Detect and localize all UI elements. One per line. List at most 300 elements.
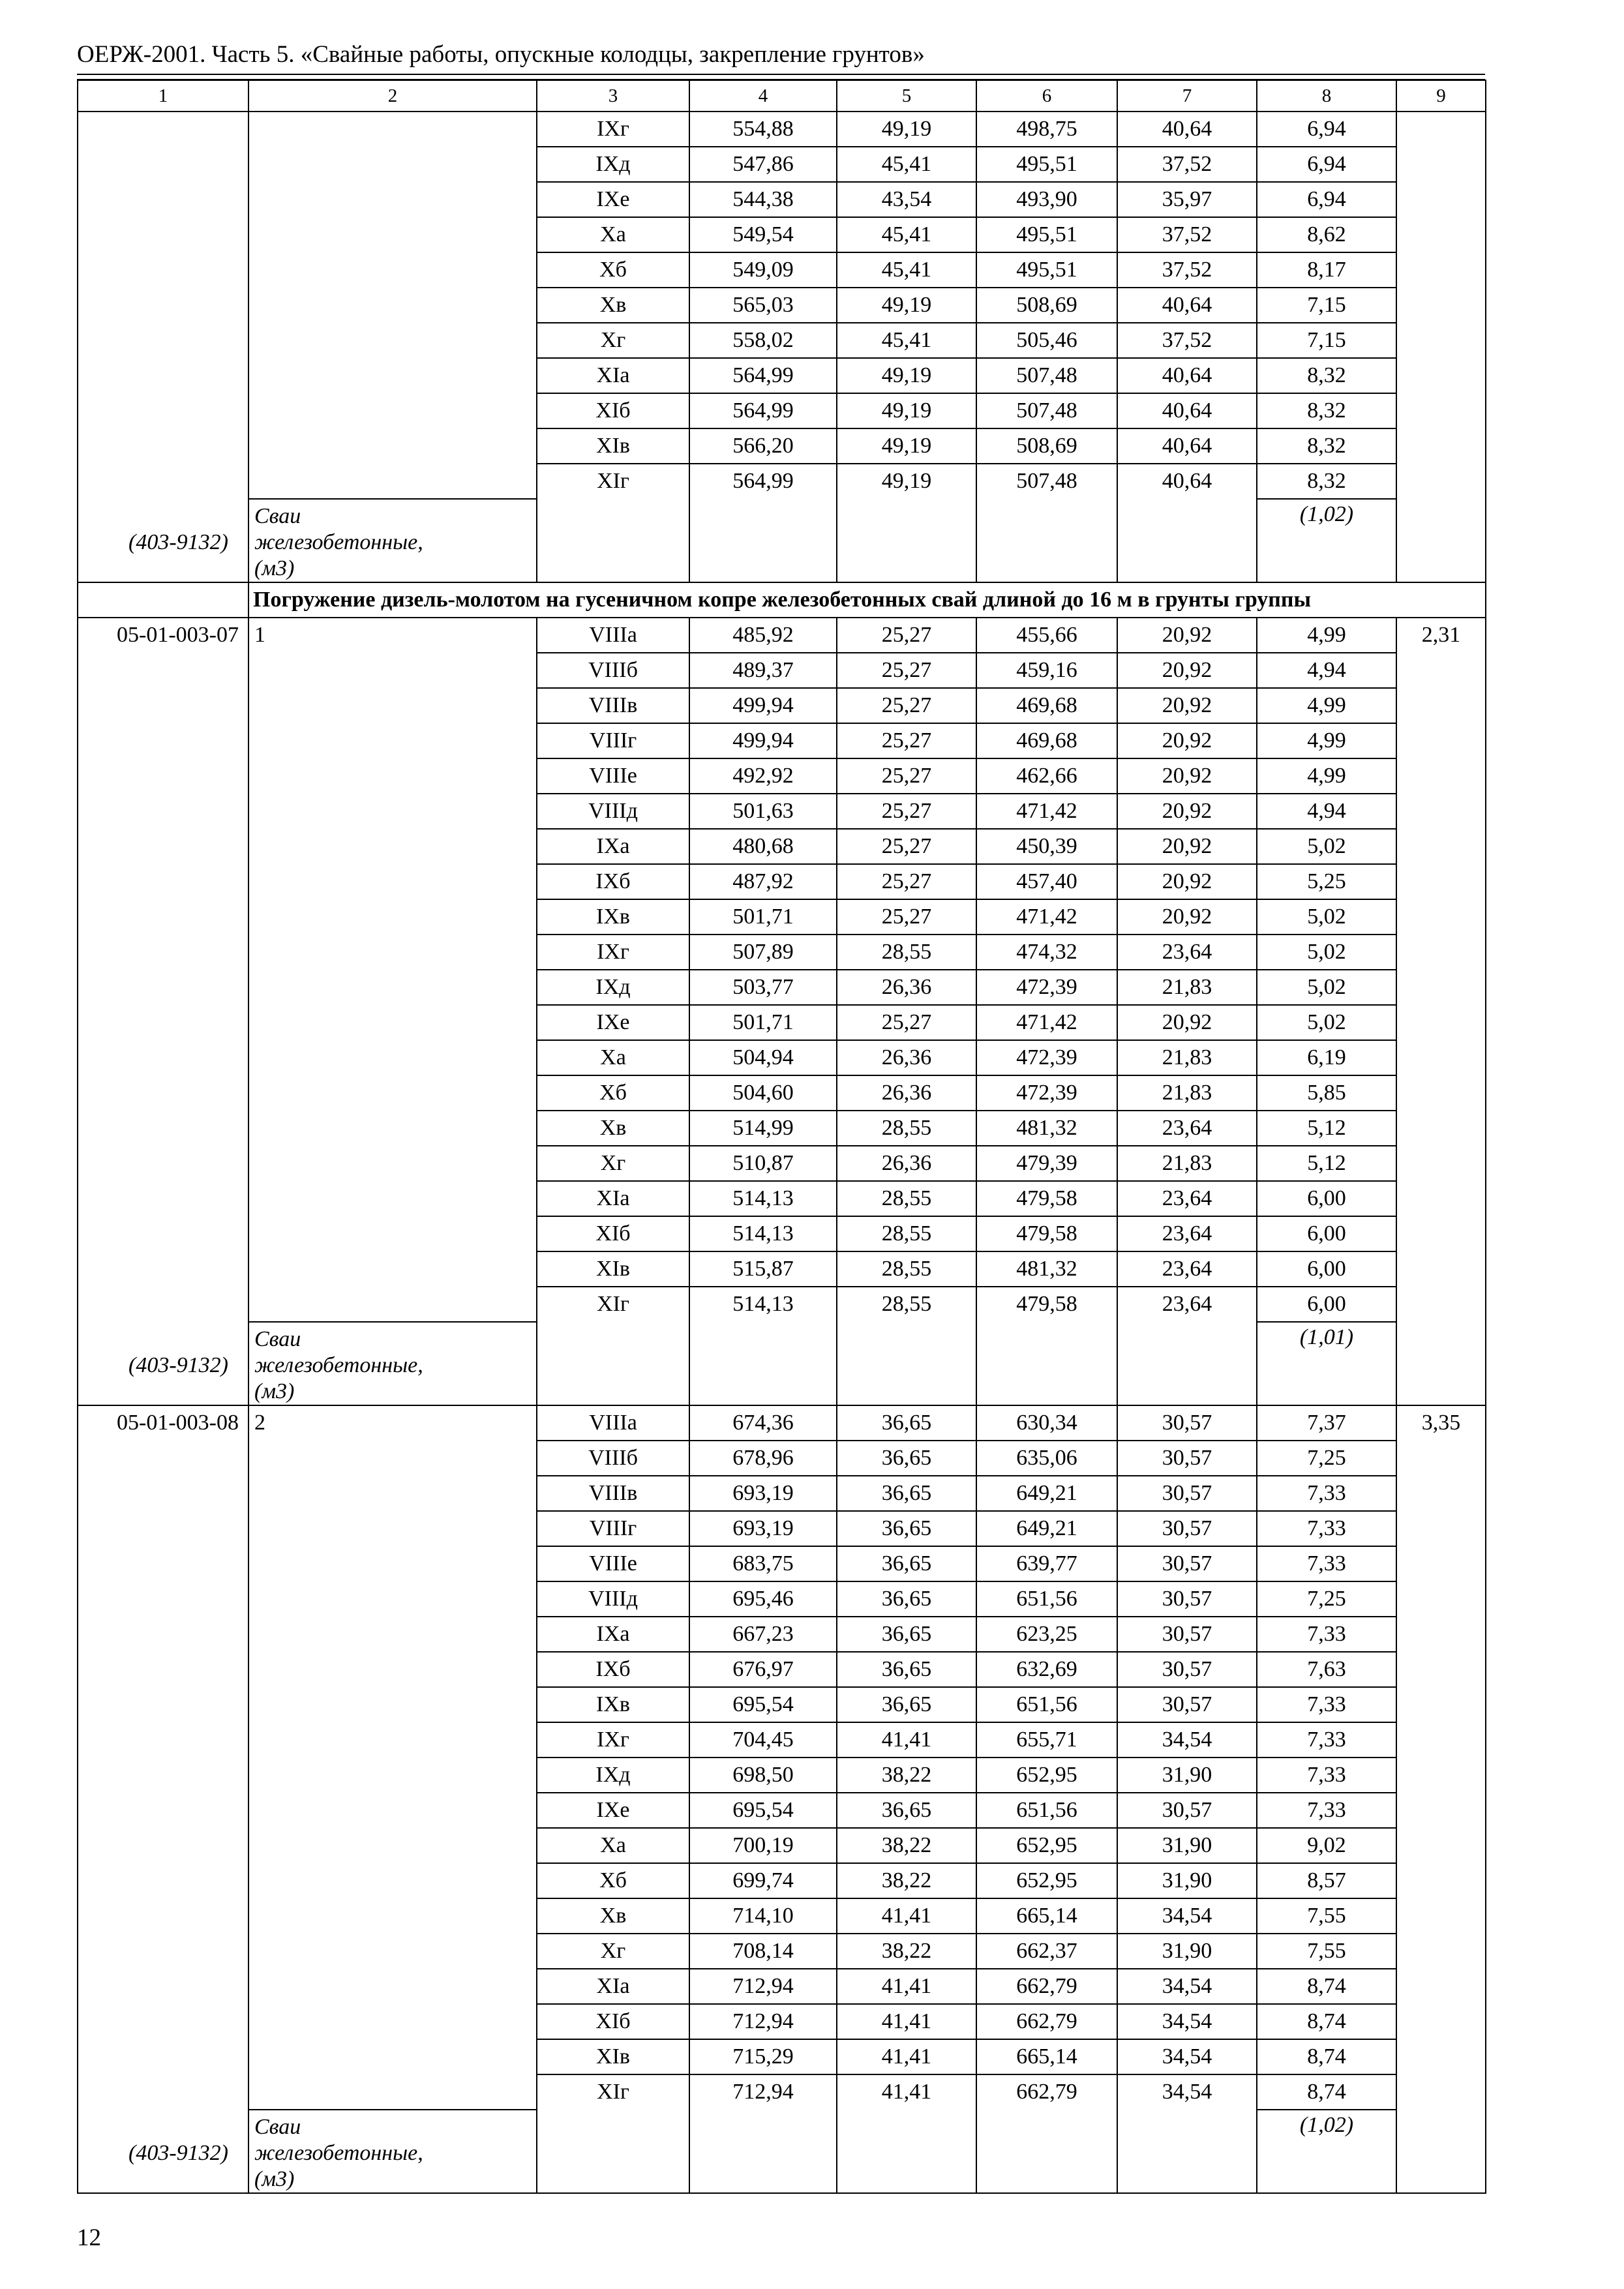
value-cell: 21,83	[1117, 1075, 1257, 1111]
value-cell: 4,99	[1257, 688, 1396, 723]
soil-group-cell: VIIIв	[537, 1476, 689, 1511]
value-cell: 31,90	[1117, 1828, 1257, 1863]
value-cell: 49,19	[837, 112, 976, 147]
soil-group-cell: XIб	[537, 393, 689, 428]
value-cell: 489,37	[689, 653, 837, 688]
value-cell: 25,27	[837, 864, 976, 899]
label-cell	[248, 1405, 537, 2110]
value-cell: 504,94	[689, 1040, 837, 1075]
soil-group-cell: Xа	[537, 217, 689, 252]
value-cell: 712,94	[689, 2074, 837, 2193]
value-cell: 5,12	[1257, 1111, 1396, 1146]
value-cell: 5,02	[1257, 899, 1396, 935]
value-cell: 472,39	[976, 970, 1117, 1005]
soil-group-cell: IXв	[537, 899, 689, 935]
value-cell: 25,27	[837, 618, 976, 653]
value-cell: 549,54	[689, 217, 837, 252]
value-cell: 481,32	[976, 1111, 1117, 1146]
value-cell: 38,22	[837, 1863, 976, 1898]
value-cell: 495,51	[976, 252, 1117, 288]
value-cell: 41,41	[837, 1898, 976, 1934]
value-cell: 36,65	[837, 1581, 976, 1617]
value-cell: 662,37	[976, 1934, 1117, 1969]
value-cell: 651,56	[976, 1793, 1117, 1828]
soil-group-cell: Xв	[537, 1898, 689, 1934]
value-cell: 662,79	[976, 2004, 1117, 2039]
value-cell: 23,64	[1117, 1287, 1257, 1405]
value-cell: 507,89	[689, 935, 837, 970]
value-cell: 45,41	[837, 323, 976, 358]
soil-group-cell: XIг	[537, 464, 689, 582]
value-cell: 49,19	[837, 464, 976, 582]
value-cell: 674,36	[689, 1405, 837, 1441]
value-cell: 492,92	[689, 758, 837, 794]
soil-group-cell: XIг	[537, 1287, 689, 1405]
soil-group-cell: Xа	[537, 1828, 689, 1863]
soil-group-cell: VIIIа	[537, 618, 689, 653]
value-cell: 7,25	[1257, 1441, 1396, 1476]
resource-code: (403-9132)	[128, 530, 228, 554]
value-cell: 20,92	[1117, 1005, 1257, 1040]
value-cell: 36,65	[837, 1511, 976, 1546]
value-cell: 472,39	[976, 1040, 1117, 1075]
value-cell: 462,66	[976, 758, 1117, 794]
value-cell: 31,90	[1117, 1758, 1257, 1793]
value-cell: 495,51	[976, 147, 1117, 182]
value-cell: 514,99	[689, 1111, 837, 1146]
value-cell: 514,13	[689, 1287, 837, 1405]
value-cell: 704,45	[689, 1722, 837, 1758]
value-cell: 30,57	[1117, 1687, 1257, 1722]
value-cell: 498,75	[976, 112, 1117, 147]
soil-group-cell: VIIIб	[537, 1441, 689, 1476]
value-cell: 665,14	[976, 2039, 1117, 2074]
value-cell: 507,48	[976, 464, 1117, 582]
resource-qty: (1,02)	[1257, 499, 1396, 582]
value-cell: 499,94	[689, 688, 837, 723]
extra-cell: 3,35	[1396, 1405, 1486, 2193]
value-cell: 693,19	[689, 1476, 837, 1511]
value-cell: 479,39	[976, 1146, 1117, 1181]
value-cell: 455,66	[976, 618, 1117, 653]
value-cell: 8,17	[1257, 252, 1396, 288]
extra-cell: 2,31	[1396, 618, 1486, 1405]
value-cell: 457,40	[976, 864, 1117, 899]
soil-group-cell: Xб	[537, 1863, 689, 1898]
value-cell: 34,54	[1117, 2074, 1257, 2193]
soil-group-cell: IXе	[537, 1005, 689, 1040]
value-cell: 25,27	[837, 899, 976, 935]
value-cell: 37,52	[1117, 323, 1257, 358]
column-header: 7	[1117, 80, 1257, 112]
work-label: 2	[254, 1411, 265, 1435]
value-cell: 649,21	[976, 1511, 1117, 1546]
value-cell: 7,33	[1257, 1546, 1396, 1581]
value-cell: 41,41	[837, 1969, 976, 2004]
value-cell: 8,32	[1257, 393, 1396, 428]
value-cell: 4,99	[1257, 758, 1396, 794]
value-cell: 8,74	[1257, 2074, 1396, 2110]
value-cell: 41,41	[837, 1722, 976, 1758]
value-cell: 714,10	[689, 1898, 837, 1934]
value-cell: 45,41	[837, 147, 976, 182]
soil-group-cell: VIIIг	[537, 1511, 689, 1546]
column-header: 3	[537, 80, 689, 112]
value-cell: 23,64	[1117, 1111, 1257, 1146]
value-cell: 632,69	[976, 1652, 1117, 1687]
value-cell: 31,90	[1117, 1863, 1257, 1898]
section-title: Погружение дизель-молотом на гусеничном копре железобетонных свай длиной до 16 м в грунты группы	[248, 582, 1486, 618]
value-cell: 36,65	[837, 1441, 976, 1476]
value-cell: 652,95	[976, 1863, 1117, 1898]
value-cell: 7,55	[1257, 1898, 1396, 1934]
value-cell: 8,74	[1257, 2004, 1396, 2039]
value-cell: 49,19	[837, 358, 976, 393]
value-cell: 28,55	[837, 1181, 976, 1216]
value-cell: 683,75	[689, 1546, 837, 1581]
value-cell: 715,29	[689, 2039, 837, 2074]
table-row	[78, 112, 1486, 147]
value-cell: 5,02	[1257, 935, 1396, 970]
value-cell: 5,85	[1257, 1075, 1396, 1111]
value-cell: 471,42	[976, 899, 1117, 935]
value-cell: 5,12	[1257, 1146, 1396, 1181]
value-cell: 20,92	[1117, 829, 1257, 864]
value-cell: 514,13	[689, 1216, 837, 1251]
value-cell: 20,92	[1117, 618, 1257, 653]
value-cell: 507,48	[976, 393, 1117, 428]
soil-group-cell: Xг	[537, 323, 689, 358]
value-cell: 508,69	[976, 428, 1117, 464]
soil-group-cell: IXд	[537, 970, 689, 1005]
soil-group-cell: VIIIе	[537, 1546, 689, 1581]
value-cell: 20,92	[1117, 723, 1257, 758]
value-cell: 565,03	[689, 288, 837, 323]
value-cell: 501,71	[689, 1005, 837, 1040]
value-cell: 469,68	[976, 723, 1117, 758]
value-cell: 544,38	[689, 182, 837, 217]
value-cell: 479,58	[976, 1216, 1117, 1251]
value-cell: 36,65	[837, 1476, 976, 1511]
section-title-row	[78, 582, 1486, 618]
value-cell: 40,64	[1117, 288, 1257, 323]
value-cell: 20,92	[1117, 794, 1257, 829]
value-cell: 450,39	[976, 829, 1117, 864]
header-rule-top	[77, 74, 1485, 75]
soil-group-cell: IXд	[537, 147, 689, 182]
code-cell	[78, 618, 248, 1405]
column-header: 8	[1257, 80, 1396, 112]
soil-group-cell: Xг	[537, 1146, 689, 1181]
value-cell: 6,00	[1257, 1216, 1396, 1251]
value-cell: 34,54	[1117, 1722, 1257, 1758]
value-cell: 639,77	[976, 1546, 1117, 1581]
value-cell: 479,58	[976, 1181, 1117, 1216]
value-cell: 4,99	[1257, 723, 1396, 758]
soil-group-cell: IXв	[537, 1687, 689, 1722]
page-title: ОЕРЖ-2001. Часть 5. «Свайные работы, опускные колодцы, закрепление грунтов»	[77, 41, 925, 68]
value-cell: 25,27	[837, 653, 976, 688]
value-cell: 5,25	[1257, 864, 1396, 899]
work-label	[254, 112, 536, 146]
value-cell: 712,94	[689, 2004, 837, 2039]
soil-group-cell: IXа	[537, 1617, 689, 1652]
value-cell: 30,57	[1117, 1652, 1257, 1687]
value-cell: 38,22	[837, 1828, 976, 1863]
value-cell: 36,65	[837, 1546, 976, 1581]
value-cell: 43,54	[837, 182, 976, 217]
value-cell: 7,63	[1257, 1652, 1396, 1687]
column-header: 6	[976, 80, 1117, 112]
value-cell: 4,99	[1257, 618, 1396, 653]
value-cell: 698,50	[689, 1758, 837, 1793]
work-label: 1	[254, 623, 265, 647]
value-cell: 6,94	[1257, 112, 1396, 147]
value-cell: 7,33	[1257, 1687, 1396, 1722]
value-cell: 41,41	[837, 2004, 976, 2039]
value-cell: 564,99	[689, 464, 837, 582]
value-cell: 695,54	[689, 1687, 837, 1722]
soil-group-cell: IXд	[537, 1758, 689, 1793]
value-cell: 30,57	[1117, 1581, 1257, 1617]
value-cell: 695,54	[689, 1793, 837, 1828]
soil-group-cell: Xб	[537, 1075, 689, 1111]
value-cell: 23,64	[1117, 1181, 1257, 1216]
column-header: 1	[78, 80, 248, 112]
value-cell: 21,83	[1117, 1040, 1257, 1075]
value-cell: 501,71	[689, 899, 837, 935]
value-cell: 30,57	[1117, 1476, 1257, 1511]
value-cell: 7,55	[1257, 1934, 1396, 1969]
value-cell: 25,27	[837, 723, 976, 758]
resource-name-cell	[248, 1322, 537, 1405]
value-cell: 564,99	[689, 393, 837, 428]
value-cell: 514,13	[689, 1181, 837, 1216]
soil-group-cell: XIг	[537, 2074, 689, 2193]
value-cell: 708,14	[689, 1934, 837, 1969]
value-cell: 25,27	[837, 829, 976, 864]
column-header: 4	[689, 80, 837, 112]
value-cell: 7,33	[1257, 1793, 1396, 1828]
value-cell: 37,52	[1117, 217, 1257, 252]
value-cell: 36,65	[837, 1617, 976, 1652]
value-cell: 510,87	[689, 1146, 837, 1181]
value-cell: 30,57	[1117, 1617, 1257, 1652]
soil-group-cell: XIа	[537, 358, 689, 393]
soil-group-cell: Xг	[537, 1934, 689, 1969]
value-cell: 667,23	[689, 1617, 837, 1652]
value-cell: 471,42	[976, 794, 1117, 829]
value-cell: 471,42	[976, 1005, 1117, 1040]
value-cell: 36,65	[837, 1687, 976, 1722]
value-cell: 34,54	[1117, 2039, 1257, 2074]
value-cell: 25,27	[837, 794, 976, 829]
value-cell: 20,92	[1117, 653, 1257, 688]
value-cell: 49,19	[837, 393, 976, 428]
value-cell: 40,64	[1117, 112, 1257, 147]
value-cell: 485,92	[689, 618, 837, 653]
value-cell: 41,41	[837, 2074, 976, 2193]
value-cell: 493,90	[976, 182, 1117, 217]
value-cell: 7,15	[1257, 288, 1396, 323]
value-cell: 505,46	[976, 323, 1117, 358]
value-cell: 34,54	[1117, 1898, 1257, 1934]
value-cell: 49,19	[837, 428, 976, 464]
value-cell: 30,57	[1117, 1511, 1257, 1546]
value-cell: 8,57	[1257, 1863, 1396, 1898]
soil-group-cell: XIа	[537, 1181, 689, 1216]
value-cell: 554,88	[689, 112, 837, 147]
value-cell: 623,25	[976, 1617, 1117, 1652]
value-cell: 28,55	[837, 935, 976, 970]
value-cell: 6,19	[1257, 1040, 1396, 1075]
soil-group-cell: Xв	[537, 288, 689, 323]
soil-group-cell: XIб	[537, 1216, 689, 1251]
soil-group-cell: IXа	[537, 829, 689, 864]
value-cell: 20,92	[1117, 864, 1257, 899]
value-cell: 7,33	[1257, 1758, 1396, 1793]
column-header: 5	[837, 80, 976, 112]
value-cell: 699,74	[689, 1863, 837, 1898]
soil-group-cell: VIIIа	[537, 1405, 689, 1441]
soil-group-cell: Xа	[537, 1040, 689, 1075]
value-cell: 678,96	[689, 1441, 837, 1476]
soil-group-cell: IXг	[537, 112, 689, 147]
value-cell: 7,33	[1257, 1476, 1396, 1511]
resource-code: (403-9132)	[128, 1353, 228, 1377]
value-cell: 5,02	[1257, 970, 1396, 1005]
value-cell: 37,52	[1117, 252, 1257, 288]
value-cell: 21,83	[1117, 1146, 1257, 1181]
value-cell: 34,54	[1117, 1969, 1257, 2004]
value-cell: 693,19	[689, 1511, 837, 1546]
value-cell: 26,36	[837, 1040, 976, 1075]
value-cell: 36,65	[837, 1405, 976, 1441]
value-cell: 36,65	[837, 1793, 976, 1828]
column-header-row	[78, 80, 1486, 112]
value-cell: 4,94	[1257, 794, 1396, 829]
value-cell: 25,27	[837, 688, 976, 723]
value-cell: 26,36	[837, 1146, 976, 1181]
soil-group-cell: IXг	[537, 935, 689, 970]
value-cell: 9,02	[1257, 1828, 1396, 1863]
value-cell: 480,68	[689, 829, 837, 864]
value-cell: 34,54	[1117, 2004, 1257, 2039]
value-cell: 26,36	[837, 970, 976, 1005]
resource-qty: (1,01)	[1257, 1322, 1396, 1405]
value-cell: 25,27	[837, 1005, 976, 1040]
value-cell: 8,32	[1257, 358, 1396, 393]
value-cell: 8,32	[1257, 428, 1396, 464]
value-cell: 30,57	[1117, 1546, 1257, 1581]
value-cell: 479,58	[976, 1287, 1117, 1405]
label-cell	[248, 112, 537, 499]
value-cell: 469,68	[976, 688, 1117, 723]
value-cell: 30,57	[1117, 1793, 1257, 1828]
value-cell: 30,57	[1117, 1405, 1257, 1441]
value-cell: 38,22	[837, 1934, 976, 1969]
value-cell: 665,14	[976, 1898, 1117, 1934]
code-cell	[78, 1405, 248, 2193]
label-cell	[248, 618, 537, 1322]
value-cell: 487,92	[689, 864, 837, 899]
value-cell: 8,62	[1257, 217, 1396, 252]
resource-name: Сваи железобетонные, (м3)	[254, 504, 423, 580]
value-cell: 547,86	[689, 147, 837, 182]
value-cell: 28,55	[837, 1216, 976, 1251]
value-cell: 23,64	[1117, 1251, 1257, 1287]
work-code	[78, 112, 239, 146]
soil-group-cell: VIIIе	[537, 758, 689, 794]
value-cell: 651,56	[976, 1687, 1117, 1722]
resource-qty: (1,02)	[1257, 2110, 1396, 2193]
value-cell: 38,22	[837, 1758, 976, 1793]
value-cell: 501,63	[689, 794, 837, 829]
soil-group-cell: IXе	[537, 182, 689, 217]
value-cell: 40,64	[1117, 464, 1257, 582]
value-cell: 459,16	[976, 653, 1117, 688]
value-cell: 23,64	[1117, 935, 1257, 970]
table-row	[78, 1405, 1486, 1441]
value-cell: 499,94	[689, 723, 837, 758]
value-cell: 20,92	[1117, 688, 1257, 723]
resource-name-cell	[248, 2110, 537, 2193]
soil-group-cell: VIIIв	[537, 688, 689, 723]
value-cell: 37,52	[1117, 147, 1257, 182]
value-cell: 564,99	[689, 358, 837, 393]
value-cell: 28,55	[837, 1287, 976, 1405]
value-cell: 40,64	[1117, 428, 1257, 464]
value-cell: 655,71	[976, 1722, 1117, 1758]
value-cell: 503,77	[689, 970, 837, 1005]
value-cell: 7,33	[1257, 1722, 1396, 1758]
value-cell: 662,79	[976, 1969, 1117, 2004]
page-number: 12	[77, 2224, 101, 2251]
value-cell: 35,97	[1117, 182, 1257, 217]
soil-group-cell: VIIIд	[537, 794, 689, 829]
value-cell: 40,64	[1117, 393, 1257, 428]
value-cell: 700,19	[689, 1828, 837, 1863]
soil-group-cell: XIв	[537, 2039, 689, 2074]
value-cell: 45,41	[837, 217, 976, 252]
value-cell: 6,00	[1257, 1251, 1396, 1287]
value-cell: 515,87	[689, 1251, 837, 1287]
value-cell: 630,34	[976, 1405, 1117, 1441]
value-cell: 635,06	[976, 1441, 1117, 1476]
value-cell: 6,94	[1257, 147, 1396, 182]
value-cell: 30,57	[1117, 1441, 1257, 1476]
value-cell: 41,41	[837, 2039, 976, 2074]
value-cell: 25,27	[837, 758, 976, 794]
value-cell: 6,00	[1257, 1287, 1396, 1322]
soil-group-cell: IXе	[537, 1793, 689, 1828]
value-cell: 20,92	[1117, 758, 1257, 794]
value-cell: 8,32	[1257, 464, 1396, 499]
resource-name: Сваи железобетонные, (м3)	[254, 2115, 423, 2191]
soil-group-cell: XIб	[537, 2004, 689, 2039]
value-cell: 8,74	[1257, 1969, 1396, 2004]
section-empty-cell	[78, 582, 248, 618]
value-cell: 36,65	[837, 1652, 976, 1687]
resource-name: Сваи железобетонные, (м3)	[254, 1327, 423, 1403]
value-cell: 31,90	[1117, 1934, 1257, 1969]
column-header: 2	[248, 80, 537, 112]
value-cell: 8,74	[1257, 2039, 1396, 2074]
soil-group-cell: IXб	[537, 1652, 689, 1687]
code-cell	[78, 112, 248, 582]
value-cell: 40,64	[1117, 358, 1257, 393]
value-cell: 7,37	[1257, 1405, 1396, 1441]
